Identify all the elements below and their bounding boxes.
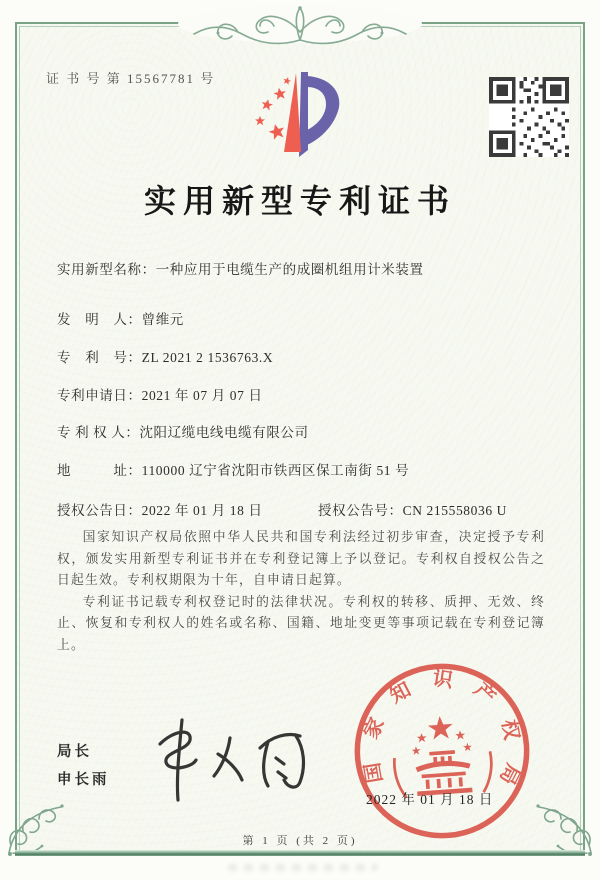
field-patent-number (57, 346, 550, 366)
field-inventor (57, 308, 550, 328)
field-label: 发 明 人： (57, 312, 142, 327)
field-patent-name (57, 258, 550, 278)
bottom-border-band (15, 850, 585, 856)
field-value: 曾维元 (141, 312, 184, 327)
field-label: 授权公告日： (57, 503, 142, 518)
handwritten-signature-icon (126, 714, 340, 806)
commissioner-title: 局长 (57, 744, 92, 760)
field-label: 授权公告号： (318, 503, 403, 518)
field-value: 2022 年 01 月 18 日 (141, 503, 263, 518)
legal-text (57, 527, 545, 656)
field-filing-date (57, 384, 550, 404)
field-address (57, 459, 550, 479)
field-value: CN 215558036 U (402, 503, 508, 518)
field-label: 专 利 号： (57, 350, 142, 365)
legal-paragraph: 专利证书记载专利权登记时的法律状况。专利权的转移、质押、无效、终止、恢复和专利权人的姓名或名称、国籍、地址变更等事项记载在专利登记簿上。 (57, 594, 545, 652)
field-label: 专 利 权 人： (57, 425, 140, 440)
bottom-left-corner-ornament-icon (5, 797, 67, 857)
field-grant-number (318, 499, 507, 519)
field-label: 专利申请日： (57, 388, 142, 403)
field-value: 一种应用于电缆生产的成圈机组用计米装置 (155, 262, 424, 277)
show-through-smudge (228, 864, 378, 871)
legal-paragraph: 国家知识产权局依照中华人民共和国专利法经过初步审查，决定授予专利权，颁发实用新型专利证书并在专利登记簿上予以登记。专利权自授权公告之日起生效。专利权期限为十年，自申请日起算。 (57, 530, 545, 587)
field-value: 沈阳辽缆电线电缆有限公司 (139, 425, 309, 440)
field-grant-date (57, 499, 263, 519)
official-seal-icon (344, 653, 540, 849)
field-label: 实用新型名称： (57, 262, 156, 277)
field-label: 地 址： (57, 463, 142, 478)
field-patentee (57, 421, 550, 441)
bottom-right-corner-ornament-icon (533, 797, 595, 857)
top-border-ornament-icon (176, 2, 424, 52)
certificate-number: 证 书 号 第 15567781 号 (46, 71, 216, 86)
seal-ring-text: 国家知识产权局 (358, 667, 526, 806)
field-value: ZL 2021 2 1536763.X (141, 350, 274, 365)
field-value: 110000 辽宁省沈阳市铁西区保工南街 51 号 (141, 463, 410, 478)
cnipa-logo-icon (250, 68, 350, 162)
seal-date: 2022 年 01 月 18 日 (366, 792, 494, 807)
field-value: 2021 年 07 月 07 日 (141, 388, 263, 403)
page-number: 第 1 页 (共 2 页) (242, 835, 358, 847)
certificate-title: 实用新型专利证书 (143, 183, 456, 219)
qr-code (489, 77, 569, 157)
commissioner-name: 申长雨 (57, 772, 110, 788)
